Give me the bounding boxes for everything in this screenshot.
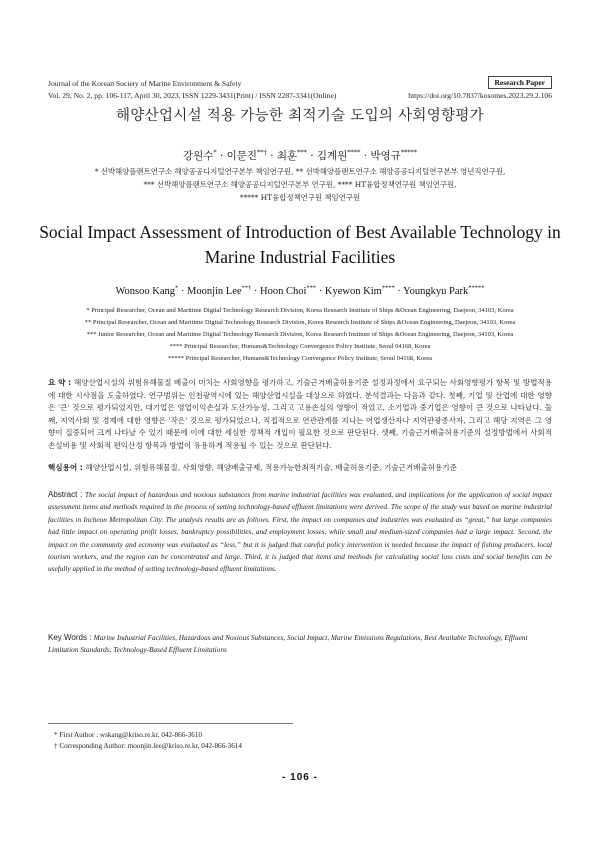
author-mark: ***** xyxy=(468,284,485,292)
english-affiliation: ** Principal Researcher, Ocean and Maritime Digital Technology Research Division, Korea Research Institute of Ships &Ocean Engineering, Daejeon, 34103, Korea xyxy=(84,319,516,326)
author-separator: · xyxy=(251,286,261,297)
author-name: Wonsoo Kang xyxy=(115,286,175,297)
footnote-divider xyxy=(48,723,293,724)
korean-affiliation: * 선박해양플랜트연구소 해양공공디지털연구본부 책임연구원, ** 선박해양플랜트연구소 해양공공디지털연구본부 영년직연구원, xyxy=(94,167,506,176)
korean-keywords xyxy=(48,462,552,473)
author-mark: **** xyxy=(381,284,395,292)
author-name: 강원수 xyxy=(182,150,214,162)
korean-title: 해양산업시설 적용 가능한 최적기술 도입의 사회영향평가 xyxy=(116,108,484,124)
author-mark: **** xyxy=(347,148,361,157)
korean-affiliation: *** 선박해양플랜트연구소 해양공공디지털연구본부 연구원, **** HT융합정책연구원 책임연구원, xyxy=(143,180,457,189)
author-mark: **† xyxy=(257,148,267,157)
journal-name: Journal of the Korean Society of Marine Environment & Safety xyxy=(48,79,242,88)
english-affiliation: *** Junior Researcher, Ocean and Maritime Digital Technology Research Division, Korea Research Institute of Ships &Ocean Engineering, Daejeon, 34103, Korea xyxy=(86,331,514,338)
korean-abstract xyxy=(48,377,552,452)
korean-authors xyxy=(0,148,600,163)
english-abstract-label: Abstract : xyxy=(48,490,85,499)
author-mark: ***** xyxy=(400,148,418,157)
author-name: Hoon Choi xyxy=(260,286,307,297)
author-separator: · xyxy=(216,150,227,162)
korean-keywords-label: 핵심용어 : xyxy=(48,463,86,472)
author-separator: · xyxy=(178,286,187,297)
author-separator: · xyxy=(266,150,277,162)
korean-affiliation: ***** HT융합정책연구원 책임연구원 xyxy=(239,193,361,202)
english-keywords-body: Marine Industrial Facilities, Hazardous and Noxious Substances, Social Impact, Marine Emissions Regulations, Best Available Technology, Effluent Limitation Standards, Technology-Based Effluent Limitations xyxy=(48,633,528,655)
korean-abstract-label: 요 약 : xyxy=(48,378,75,387)
english-affiliation: * Principal Researcher, Ocean and Maritime Digital Technology Research Division, Korea Research Institute of Ships &Ocean Engineering, Daejeon, 34103, Korea xyxy=(86,307,514,314)
english-title-line-1: Social Impact Assessment of Introduction of Best Available Technology in xyxy=(39,222,561,242)
author-name: 김계원 xyxy=(316,150,348,162)
author-mark: * xyxy=(213,148,217,157)
corresponding-author-footnote: † Corresponding Author: moonjin.lee@kriso.re.kr, 042-866-3614 xyxy=(54,742,242,750)
english-affiliation: ***** Principal Researcher, Humans&Technology Convergence Policy Institute, Seoul 04168, Korea xyxy=(167,355,433,362)
author-name: 박영규 xyxy=(370,150,401,162)
author-name: 최훈 xyxy=(276,150,298,162)
english-affiliation: **** Principal Researcher, Humans&Technology Convergence Policy Institute, Seoul 04168, Korea xyxy=(169,343,431,350)
english-authors xyxy=(0,286,600,297)
korean-abstract-body: 해양산업시설의 위험유해물질 배출이 미치는 사회영향을 평가하고, 기술근거배출허용기준 설정과정에서 요구되는 사회영향평가 항목 및 방법적용에 대한 시사점을 도출하였다. 연구범위는 인천광역시에 있는 해양산업시설을 대상으로 하였다. 분석결과는 다음과 같다. 첫째, 기업 및 산업에 대한 영향은 '큰' 것으로 평가되었지만, 대기업은 영업이익손실과 도산가능성, 그리고 고용손실의 영향이 적었고, 소기업과 중기업은 영향이 큰 것으로 나타났다. 둘째, 지역사회 및 경제에 대한 영향은 '작은' 것으로 평가되었으나, 직접적으로 연관관계를 지니는 어업생산자나 지역관광종사자, 그리고 해당 지역은 그 영향이 집중되어 크게 나타날 수 있기 때문에 이에 대한 세심한 정책적 개입이 필요한 것으로 판단된다. 셋째, 기술근거배출허용기준의 설정방법에서 사회적 손실비용 및 사회적 편익산정 항목과 방법이 유용하게 적용될 수 있는 것으로 판단된다. xyxy=(48,378,552,450)
first-author-footnote: * First Author : wskang@kriso.re.kr, 042-866-3610 xyxy=(54,731,203,739)
author-separator: · xyxy=(360,150,371,162)
english-title-line-2: Marine Industrial Facilities xyxy=(204,247,396,267)
author-separator: · xyxy=(316,286,325,297)
page-number: - 106 - xyxy=(282,772,318,783)
author-name: Moonjin Lee xyxy=(186,286,242,297)
author-name: Youngkyu Park xyxy=(403,286,469,297)
english-abstract xyxy=(48,489,552,576)
author-separator: · xyxy=(306,150,317,162)
doi-link[interactable]: https://doi.org/10.7837/kosomes.2023.29.2.106 xyxy=(408,91,552,100)
author-separator: · xyxy=(394,286,404,297)
author-mark: **† xyxy=(241,284,252,292)
volume-info: Vol. 29, No. 2, pp. 106-117, April 30, 2023, ISSN 1229-3431(Print) / ISSN 2287-3341(Online) xyxy=(48,91,337,100)
korean-keywords-body: 해양산업시설, 위험유해물질, 사회영향, 해양배출규제, 적용가능한최적기술, 배출허용기준, 기술근거배출허용기준 xyxy=(85,463,457,472)
english-abstract-body: The social impact of hazardous and noxious substances from marine industrial facilities was evaluated, and implications for the application of social impact assessment items and methods required in the process of setting technology-based effluent limitations were derived. The scope of the study was based on marine industrial facilities in Incheon Metropolitan City. The analysis results are as follows. First, the impact on companies and industries was evaluated as “great,” but large companies had little impact on operating profit losses, bankruptcy possibilities, and employment losses, while small and medium-sized companies had a large impact. Second, the impact on the community and economy was evaluated as “less,” but it is judged that careful policy intervention is needed because the impact of fishing producers, local tourism workers, and the region can be concentrated and large. Third, it is judged that items and methods for calculating social loss costs and social benefits can be usefully applied in the method of setting technology-based effluent limitations. xyxy=(48,490,552,574)
research-paper-badge: Research Paper xyxy=(488,76,552,89)
english-keywords-label: Key Words : xyxy=(48,633,94,642)
author-mark: *** xyxy=(306,284,317,292)
author-mark: *** xyxy=(297,148,307,157)
author-name: 이문진 xyxy=(226,150,258,162)
author-mark: * xyxy=(174,284,179,292)
english-keywords xyxy=(48,632,552,657)
author-name: Kyewon Kim xyxy=(324,286,382,297)
